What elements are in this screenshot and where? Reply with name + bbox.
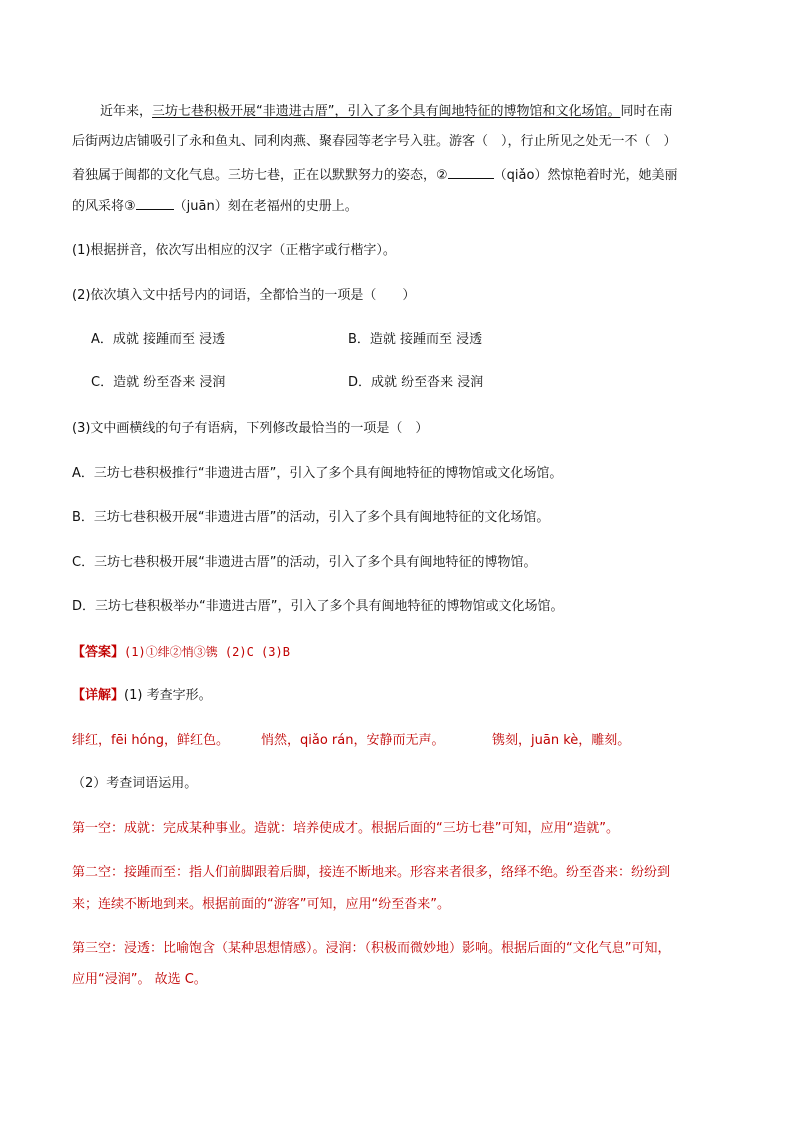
passage-text: 的风采将③: [72, 199, 136, 214]
q2-option-d: D．成就 纷至沓来 浸润: [348, 375, 484, 390]
passage-line-4: [72, 197, 358, 216]
passage-text: 着独属于闽都的文化气息。三坊七巷，正在以默默努力的姿态，②: [72, 168, 448, 183]
blank-1-explain: 第一空：成就：完成某种事业。造就：培养使成才。根据后面的“三坊七巷”可知，应用“造就”。: [72, 821, 619, 836]
q3-option-b: B．三坊七巷积极开展“非遗进古厝”的活动，引入了多个具有闽地特征的文化场馆。: [72, 510, 550, 525]
passage-text: 近年来，: [100, 104, 153, 119]
q2-option-b: B．造就 接踵而至 浸透: [348, 332, 483, 347]
passage-text: （juān）刻在老福州的史册上。: [173, 199, 358, 214]
passage-text: 后街两边店铺吸引了永和鱼丸、同利肉燕、聚春园等老字号入驻。游客（ ），行止所见之处无一不（ ）: [72, 134, 677, 149]
passage-text: （qiǎo）然惊艳着时光，她美丽: [493, 168, 678, 183]
question-3-stem: (3)文中画横线的句子有语病，下列修改最恰当的一项是（ ）: [72, 421, 429, 436]
q3-option-a: A．三坊七巷积极推行“非遗进古厝”，引入了多个具有闽地特征的博物馆或文化场馆。: [72, 466, 563, 481]
detail-label: 【详解】: [72, 688, 125, 703]
answer-line: [72, 643, 290, 662]
blank-3-explain-line-1: 第三空：浸透：比喻饱含（某种思想情感）。浸润：（积极而微妙地）影响。根据后面的“文化气息”可知，: [72, 941, 671, 956]
char-explain-b: 悄然，qiǎo rán，安静而无声。: [261, 733, 445, 748]
passage-line-1: [100, 103, 673, 121]
answer-text: (1)①绯②悄③镌 (2)C (3)B: [124, 645, 290, 659]
detail-part-2-title: （2）考查词语运用。: [72, 776, 198, 791]
blank-2-explain-line-2: 来；连续不断地到来。根据前面的“游客”可知，应用“纷至沓来”。: [72, 897, 450, 912]
q3-option-c: C．三坊七巷积极开展“非遗进古厝”的活动，引入了多个具有闽地特征的博物馆。: [72, 555, 537, 570]
answer-label: 【答案】: [72, 645, 125, 660]
underlined-sentence: 三坊七巷积极开展“非遗进古厝”，引入了多个具有闽地特征的博物馆和文化场馆。: [152, 104, 621, 119]
fill-blank-2: [448, 166, 494, 179]
passage-text: 同时在南: [620, 104, 673, 119]
char-explain-c-meaning: 雕刻。: [591, 733, 631, 748]
detail-line: [72, 687, 212, 705]
blank-3-explain-line-2: 应用“浸润”。 故选 C。: [72, 972, 207, 987]
char-explain-c: [492, 732, 630, 750]
q2-option-a: A．成就 接踵而至 浸透: [91, 332, 226, 347]
passage-line-3: [72, 166, 677, 185]
question-2-stem: (2)依次填入文中括号内的词语，全都恰当的一项是（ ）: [72, 288, 416, 303]
passage-line-2: [72, 133, 677, 151]
q2-option-c: C．造就 纷至沓来 浸润: [91, 375, 226, 390]
detail-part-1-title: (1) 考查字形。: [124, 688, 212, 703]
char-explain-a: 绯红，fēi hóng，鲜红色。: [72, 733, 230, 748]
question-1: (1)根据拼音，依次写出相应的汉字（正楷字或行楷字）。: [72, 243, 396, 258]
char-explain-c-text: 镌刻，juān kè，: [492, 733, 592, 748]
q3-option-d: D．三坊七巷积极举办“非遗进古厝”，引入了多个具有闽地特征的博物馆或文化场馆。: [72, 599, 564, 614]
fill-blank-3: [136, 197, 174, 210]
blank-2-explain-line-1: 第二空：接踵而至：指人们前脚跟着后脚，接连不断地来。形容来者很多，络绎不绝。纷至沓来：纷纷到: [72, 865, 671, 880]
